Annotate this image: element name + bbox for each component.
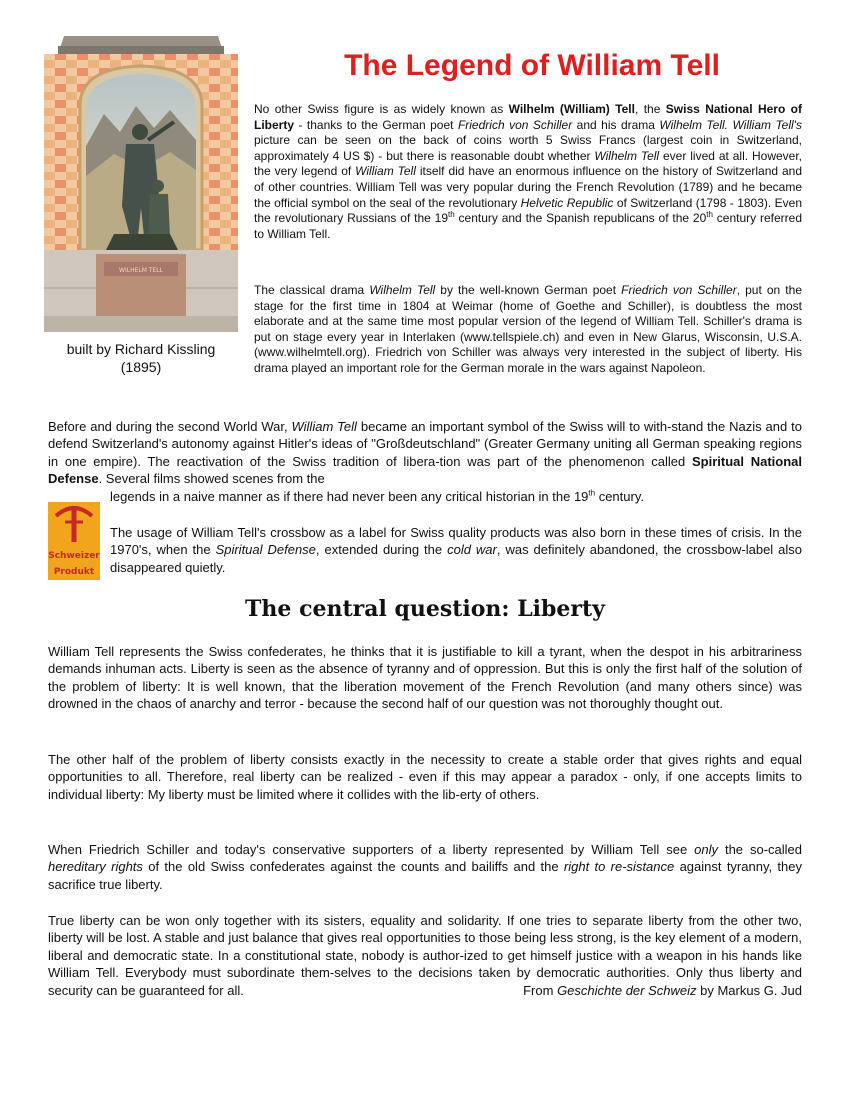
liberty-paragraph-2 — [48, 751, 802, 803]
text-run: th — [706, 210, 713, 220]
text-run: hereditary rights — [48, 859, 143, 875]
text-run: , was definitely abandoned, the crossbow-label also disappeared quietly. — [110, 542, 803, 575]
ww2-text-main — [48, 419, 802, 486]
text-run: of Switzerland (1798 - 1803). Even the revolutionary Russians of the 19 — [254, 195, 802, 226]
text-run: right to re-sistance — [563, 859, 675, 875]
text-run: Wilhelm Tell. William Tell's — [659, 117, 802, 132]
ww2-paragraph — [48, 418, 802, 505]
text-run: The other half of the problem of liberty consists exactly in the necessity to create a stable order that gives rights and equal opportunities to all. Therefore, real liberty can be realized - even if this may appear a paradox - only, if one accepts limits to individual liberty: My liberty must be limited where it collides with the lib-erty of others. — [48, 752, 802, 802]
text-run: ever lived at all. However, the very legend of — [254, 148, 802, 179]
text-run: only — [694, 842, 719, 857]
text-run: When Friedrich Schiller and today's conservative supporters of a liberty represented by William Tell see — [48, 842, 695, 857]
text-run: picture can be seen on the back of coins worth 5 Swiss Francs (largest coin in Switzerland, approximately 4 US $) - but there is reasonable doubt whether — [254, 133, 802, 163]
liberty-paragraph-4 — [48, 912, 802, 999]
text-run: Friedrich von Schiller — [621, 283, 737, 297]
text-run: Before and during the second World War, — [48, 419, 292, 434]
liberty-paragraph-1 — [48, 643, 802, 713]
text-run: century and the Spanish republicans of the 20 — [454, 211, 707, 226]
text-run: Wilhelm Tell — [594, 148, 660, 163]
text-run: the so-called — [718, 842, 803, 857]
text-run: , the — [634, 102, 666, 116]
text-run: by the well-known German poet — [435, 283, 622, 297]
text-run: of the old Swiss confederates against the counts and bailiffs and the — [142, 859, 564, 875]
page-title: The Legend of William Tell — [344, 49, 720, 82]
monument-photo — [44, 36, 238, 332]
text-run: Friedrich von Schiller — [457, 117, 573, 132]
text-run: Spiritual National Defense — [48, 453, 802, 487]
caption-line-1: built by Richard Kissling — [66, 341, 216, 357]
text-run: and his drama — [572, 117, 660, 132]
text-run: th — [588, 488, 596, 498]
text-run: Spiritual Defense — [215, 542, 316, 558]
text-run: century referred to William Tell. — [254, 211, 802, 241]
text-run: True liberty can be won only together with its sisters, equality and solidarity. If one tries to separate liberty from the other two, liberty will be lost. A stable and just balance that gives real opportunities to those being less strong, is the key element of a modern, liberal and democratic state. In a constitutional state, nobody is author-ized to get himself justice with a weapon in his hands like William Tell. Everybody must subordinate them-selves to the decisions taken by democratic authorities. Only thus liberty and security can be guaranteed for all. — [48, 913, 802, 998]
text-run: th — [448, 210, 455, 220]
ww2-text-indented — [48, 488, 802, 505]
image-caption — [44, 340, 238, 376]
caption-line-2: (1895) — [120, 359, 162, 375]
text-run: William Tell — [291, 419, 357, 434]
text-run: against tyranny, they sacrifice true liberty. — [48, 859, 802, 892]
intro-paragraph-1 — [254, 102, 802, 242]
text-run: , extended during the — [315, 542, 448, 558]
text-run: No other Swiss figure is as widely known as — [254, 102, 509, 116]
text-run: by Markus G. Jud — [696, 982, 802, 998]
text-run: Swiss National Hero of Liberty — [254, 102, 802, 132]
badge-line-2: Produkt — [53, 567, 95, 577]
liberty-paragraph-3 — [48, 841, 802, 893]
text-run: Geschichte der Schweiz — [557, 982, 697, 998]
text-run: - thanks to the German poet — [294, 117, 458, 132]
text-run: The classical drama — [254, 283, 370, 297]
text-run: From — [523, 982, 558, 998]
text-run: Helvetic Republic — [520, 195, 614, 210]
monument-plaque: WILHELM TELL — [119, 267, 163, 274]
swiss-product-crossbow-badge — [48, 502, 100, 580]
text-run: Wilhelm (William) Tell — [508, 102, 635, 116]
text-run: cold war — [447, 542, 497, 558]
text-run: William Tell — [355, 164, 416, 179]
text-run: . Several films showed scenes from the — [98, 471, 325, 487]
text-run: became an important symbol of the Swiss will to with-stand the Nazis and to defend Switzerland's autonomy against Hitler's ideas of "Großdeutschland" (Greater Germany uniting all German speaking regions in one empire). The reactivation of the Swiss tradition of libera-tion was part of the phenomenon called — [48, 419, 802, 469]
badge-line-1: Schweizer — [48, 551, 100, 561]
text-run: The usage of William Tell's crossbow as a label for Swiss quality products was also born in these times of crisis. In the 1970's, when the — [110, 525, 802, 558]
text-run: Wilhelm Tell — [369, 283, 436, 297]
text-run: itself did have an enormous influence on the history of Switzerland and of other countries. William Tell was very popular during the French Revolution (1789) and he became the official symbol on the seal of the revolutionary — [254, 164, 803, 210]
text-run: legends in a naive manner as if there had never been any critical historian in the 19 — [110, 488, 589, 504]
crossbow-paragraph — [110, 524, 802, 576]
text-run: William Tell represents the Swiss confederates, he thinks that it is justifiable to kill a tyrant, when the despot in his arbitrariness demands inhuman acts. Liberty is seen as the absence of tyranny and of oppression. But this is only the first half of the solution of the problem of liberty: It is well known, that the liberation movement of the French Revolution (and many others since) was drowned in the chaos of anarchy and terror - because the second half of our question was not thoroughly thought out. — [48, 644, 802, 712]
section-heading: The central question: Liberty — [245, 596, 605, 622]
text-run: , put on the stage for the first time in 1804 at Weimar (home of Goethe and Schiller), is doubtless the most elaborate and at the same time most popular version of the legend of William Tell. Schiller's drama is put on stage every year in Interlaken (www.tellspiele.ch) and even in New Glarus, Wisconsin, U.S.A. (www.wilhelmtell.org). Friedrich von Schiller was always very interested in the subject of liberty. His drama played an important role for the German morale in the wars against Napoleon. — [254, 283, 802, 375]
text-run: century. — [595, 488, 644, 504]
intro-paragraph-2 — [254, 283, 802, 377]
source-attribution — [523, 982, 802, 999]
